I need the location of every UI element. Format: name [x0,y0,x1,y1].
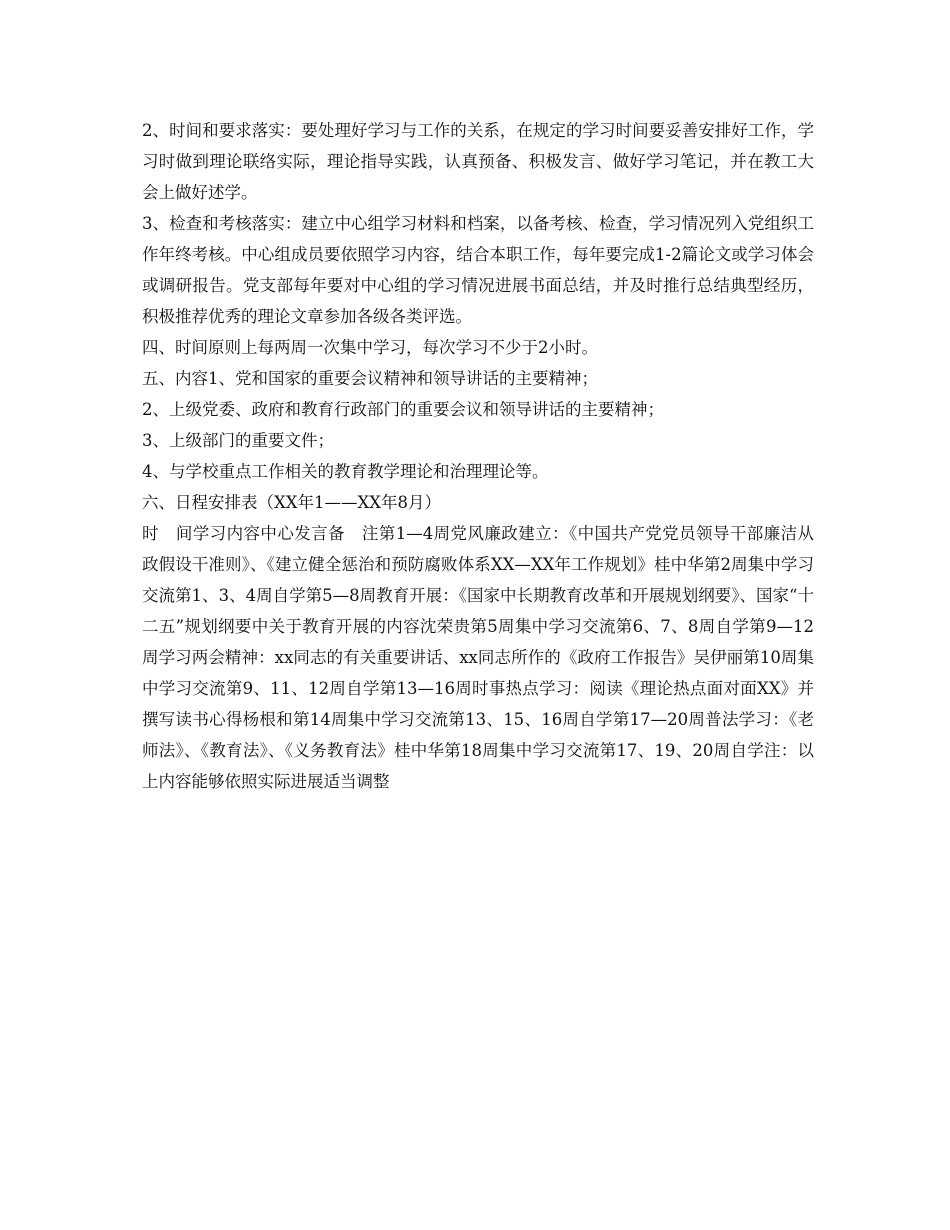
paragraph-section-six-schedule: 六、日程安排表（XX年1——XX年8月） [142,493,441,512]
paragraph-content-item-2: 2、上级党委、政府和教育行政部门的重要会议和领导讲话的主要精神； [142,400,664,419]
paragraph-inspection-assessment: 3、检查和考核落实：建立中心组学习材料和档案，以备考核、检查，学习情况列入党组织工作年终考核。中心组成员要依照学习内容，结合本职工作，每年要完成1-2篇论文或学习体会或调研报告。党支部每年要对中心组的学习情况进展书面总结，并及时推行总结典型经历，积极推荐优秀的理论文章参加各级各类评选。 [142,214,814,326]
paragraph-time-requirements: 2、时间和要求落实：要处理好学习与工作的关系，在规定的学习时间要妥善安排好工作，学习时做到理论联络实际，理论指导实践，认真预备、积极发言、做好学习笔记，并在教工大会上做好述学。 [142,121,814,202]
paragraph-section-four-time: 四、时间原则上每两周一次集中学习，每次学习不少于2小时。 [142,338,598,357]
document-page [142,115,814,797]
paragraph-schedule-details: 时 间学习内容中心发言备 注第1—4周党风廉政建立：《中国共产党党员领导干部廉洁从政假设干准则》、《建立健全惩治和预防腐败体系XX—XX年工作规划》桂中华第2周集中学习交流第1、3、4周自学第5—8周教育开展：《国家中长期教育改革和开展规划纲要》、国家“十二五”规划纲要中关于教育开展的内容沈荣贵第5周集中学习交流第6、7、8周自学第9—12周学习两会精神：xx同志的有关重要讲话、xx同志所作的《政府工作报告》吴伊丽第10周集中学习交流第9、11、12周自学第13—16周时事热点学习：阅读《理论热点面对面XX》并撰写读书心得杨根和第14周集中学习交流第13、15、16周自学第17—20周普法学习：《老师法》、《教育法》、《义务教育法》桂中华第18周集中学习交流第17、19、20周自学注：以上内容能够依照实际进展适当调整 [142,524,814,791]
paragraph-section-five-content: 五、内容1、党和国家的重要会议精神和领导讲话的主要精神； [142,369,598,388]
paragraph-content-item-4: 4、与学校重点工作相关的教育教学理论和治理理论等。 [142,462,549,481]
paragraph-content-item-3: 3、上级部门的重要文件； [142,431,334,450]
